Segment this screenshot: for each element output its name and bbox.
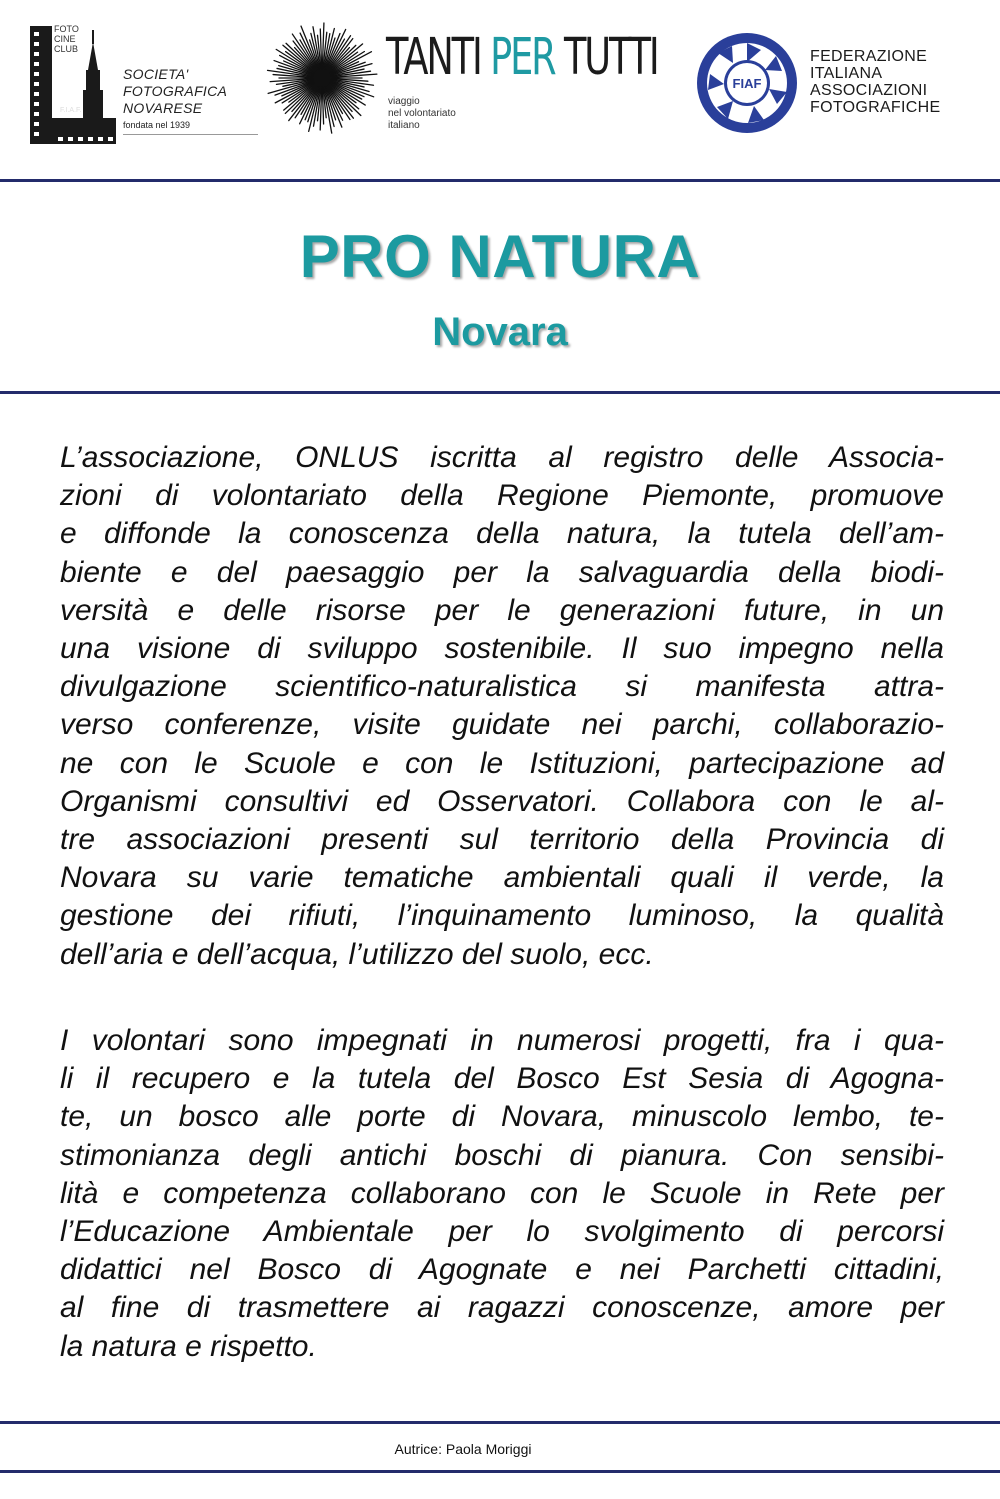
text-line: e diffonde la conoscenza della natura, la tutela dell’am- (60, 517, 944, 551)
fiaf-logo (686, 26, 976, 144)
text-line: I volontari sono impegnati in numerosi progetti, fra i qua- (60, 1024, 944, 1057)
text-line: ne con le Scuole e con le Istituzioni, partecipazione ad (60, 746, 944, 780)
title-divider (0, 391, 1000, 394)
text-line: al fine di trasmettere ai ragazzi conoscenze, amore per (60, 1291, 944, 1325)
tanti-per-tutti-subtitle: viaggio nel volontariato italiano (388, 96, 456, 131)
text-line: una visione di sviluppo sostenibile. Il suo impegno nella (60, 632, 944, 666)
text-line: zioni di volontariato della Regione Piemonte, promuove (60, 479, 944, 513)
sfn-logo (28, 22, 243, 150)
footer-divider-top (0, 1421, 1000, 1424)
tanti-per-tutti-logo (266, 22, 671, 140)
text-line: tre associazioni presenti sul territorio della Provincia di (60, 823, 944, 857)
text-line: divulgazione scientifico-naturalistica si manifesta attra- (60, 670, 944, 704)
sfn-club-text: FOTO CINE CLUB (54, 24, 79, 54)
text-line: l’Educazione Ambientale per lo svolgimento di percorsi (60, 1215, 944, 1249)
fiaf-name: FEDERAZIONE ITALIANA ASSOCIAZIONI FOTOGRAFICHE (810, 48, 941, 116)
sfn-badge: F.I.A.F. (60, 107, 82, 114)
text-line: dell’aria e dell’acqua, l’utilizzo del suolo, ecc. (60, 937, 654, 971)
starburst-icon (266, 22, 378, 134)
author-credit: Autrice: Paola Moriggi (394, 1441, 532, 1457)
text-line: L’associazione, ONLUS iscritta al registro delle Associa- (60, 441, 944, 474)
fiaf-badge-text: FIAF (732, 76, 762, 91)
text-line: gestione dei rifiuti, l’inquinamento luminoso, la qualità (60, 899, 944, 933)
paragraph-volunteers (60, 1022, 944, 1366)
text-line: versità e delle risorse per le generazioni future, in un (60, 593, 944, 627)
footer-divider-bottom (0, 1470, 1000, 1473)
header-divider (0, 179, 1000, 182)
text-line: Organismi consultivi ed Osservatori. Collabora con le al- (60, 784, 944, 818)
paragraph-association (60, 439, 944, 974)
text-line: lità e competenza collaborano con le Scuole in Rete per (60, 1176, 944, 1210)
text-line: li il recupero e la tutela del Bosco Est Sesia di Agogna- (60, 1062, 944, 1096)
sfn-name: SOCIETA' FOTOGRAFICA NOVARESE (123, 66, 228, 116)
text-line: Novara su varie tematiche ambientali quali il verde, la (60, 861, 944, 895)
sfn-underline (123, 134, 258, 135)
text-line: te, un bosco alle porte di Novara, minuscolo lembo, te- (60, 1100, 944, 1134)
logo-bar (0, 0, 1000, 178)
text-line: stimonianza degli antichi boschi di pianura. Con sensibi- (60, 1138, 944, 1172)
camera-aperture-icon (694, 30, 800, 136)
tanti-per-tutti-title: TANTI PER TUTTI (386, 28, 658, 87)
text-line: didattici nel Bosco di Agognate e nei Parchetti cittadini, (60, 1253, 944, 1287)
text-line: la natura e rispetto. (60, 1329, 317, 1363)
sfn-founded: fondata nel 1939 (123, 120, 191, 130)
text-line: verso conferenze, visite guidate nei parchi, collaborazio- (60, 708, 944, 742)
page-title: PRO NATURA (299, 223, 701, 290)
page-subtitle: Novara (432, 310, 568, 354)
text-line: biente e del paesaggio per la salvaguardia della biodi- (60, 555, 944, 589)
